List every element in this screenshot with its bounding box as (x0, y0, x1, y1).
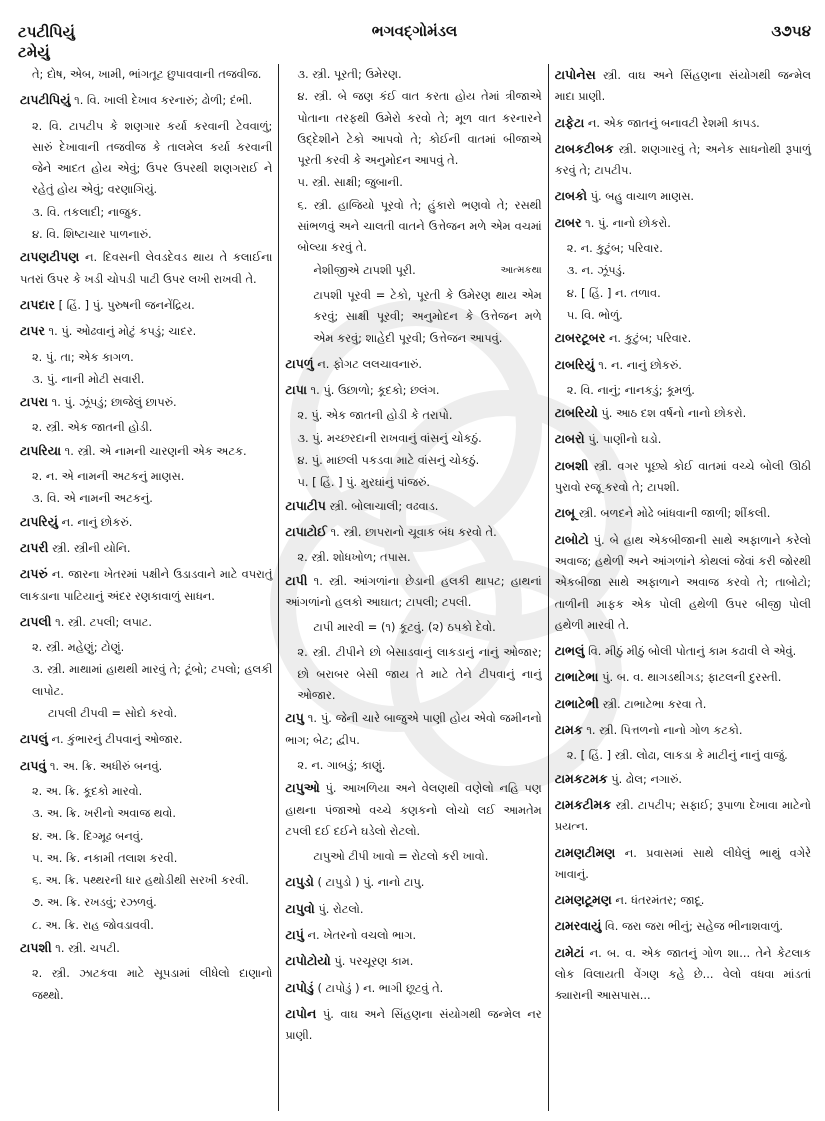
definition: પું. પરચૂરણ કામ. (334, 954, 414, 969)
guide-word-first: ટપટીપિયું (18, 23, 75, 41)
headword: ટાબરટૂબર (554, 330, 606, 346)
dictionary-entry (285, 871, 541, 893)
page-number: ૩૭૫૪ (771, 22, 811, 40)
dictionary-entry (555, 842, 811, 886)
dictionary-entry (555, 112, 811, 134)
dictionary-entry (555, 455, 811, 499)
dictionary-entry (285, 1003, 541, 1047)
book-title: ભગવદ્ગોમંડલ (371, 22, 458, 40)
definition: સ્ત્રી. સ્ત્રીની યોનિ. (52, 540, 131, 555)
definition: ૧. સ્ત્રી. ચપટી. (55, 940, 120, 955)
dictionary-entry (285, 924, 541, 946)
dictionary-entry (555, 402, 811, 424)
sub-sense: ૨. અ. ક્રિ. કૂદકો મારવો. (32, 783, 143, 798)
sub-sense: ૨. પું. એક જાતની હોડી કે તરાપો. (297, 408, 453, 423)
headword: ટાપોનેસ (554, 67, 596, 82)
dictionary-entry (285, 707, 541, 751)
definition: ૧. પું. જેની ચારે બાજુએ પાણી હોય એવો જમીનનો ભાગ; બેટ; દ્વીપ. (285, 711, 542, 747)
sub-sense: ૨. ન. કુટુંબ; પરિવાર. (566, 241, 663, 256)
sub-sense: ૩. ન. ઝૂંપડું. (566, 263, 626, 278)
sub-sense: ૨. વિ. નાનું; નાનકડું; કૂમળું. (566, 382, 695, 397)
sub-sense: ૫. [ હિં. ] પું. મુરઘાંનું પાંજરું. (297, 475, 430, 490)
headword: ટાપલી (20, 613, 52, 629)
headword: ટાબરો (554, 431, 585, 447)
sub-sense: ૭. અ. ક્રિ. રખડવું; રઝળવું. (32, 895, 157, 910)
definition: પું. પાણીનો ઘડો. (588, 432, 662, 447)
definition: વિ. જરા જરા ભીનું; સહેજ ભીનાશવાળું. (605, 919, 783, 934)
sub-sense: ૩. વિ. તકલાદી; નાજુક. (32, 204, 142, 219)
dictionary-entry (555, 942, 811, 1007)
headword: ટાબરિયો (554, 405, 598, 421)
dictionary-entry (20, 728, 272, 750)
definition: પું. વાઘ અને સિંહણના સંયોગથી જન્મેલ નર પ્રાણી. (285, 1006, 542, 1043)
dictionary-entry (285, 950, 541, 972)
definition: ન. કુટુંબ; પરિવાર. (608, 331, 692, 346)
headword: ટાપવું (20, 757, 47, 773)
sub-sense: ૨. વિ. ટાપટીપ કે શણગાર કર્યા કરવાની ટેવવાળું; સારું દેખાવાની તજવીજ કે તાલમેલ કર્યા કરવાની જેને આદત હોય એવું; ઉપર ઉપરથી શણગરાઈ ને રહેતું હોય એવું; વરણાગિયું. (32, 118, 273, 197)
dictionary-entry (555, 529, 811, 636)
sub-sense: ૨. [ હિં. ] સ્ત્રી. લોઢા, લાકડા કે માટીનું નાનું વાજું. (566, 748, 788, 763)
dictionary-entry (555, 719, 811, 741)
dictionary-entry (285, 379, 541, 401)
headword: ટામરવાયું (554, 918, 602, 934)
definition: સ્ત્રી. ટાપટીપ; સફાઈ; રૂપાળા દેખાવા માટેનો પ્રયત્ન. (554, 797, 811, 834)
dictionary-entry (555, 768, 811, 790)
headword: ટાપણટીપણ (20, 249, 80, 265)
dictionary-entry (555, 185, 811, 207)
dictionary-entry (20, 89, 272, 111)
usage-example: ટાપશી પૂરવી = ટેકો, પૂરતી કે ઉમેરણ થાય એમ કરવું; સાક્ષી પૂરવી; અનુમોદન કે ઉત્તેજન મળે એમ કરવું; શાહેદી પૂરવી; ઉત્તેજન આપવું. (313, 287, 542, 345)
definition: ૧. સ્ત્રી. આંગળાંના છેડાની હલકી થાપટ; હાથનાં આંગળાંનો હલકો આઘાત; ટાપલી; ટપલી. (285, 573, 542, 609)
headword: ટાફેટા (554, 114, 585, 130)
dictionary-entry (555, 64, 811, 108)
sub-sense: ૪. સ્ત્રી. બે જણ કંઈ વાત કરતા હોય તેમાં ત્રીજાએ પોતાના તરફથી ઉમેરો કરવો તે; મૂળ વાત કરનારને ઉદ્દેશીને ટેકો આપવો તે; કોઈની વાતમાં બીજાએ પૂરતી કરવી કે અનુમોદન આપવું તે. (297, 89, 542, 168)
dictionary-entry (555, 138, 811, 182)
headword: ટાપાટોઈ (285, 523, 327, 539)
dictionary-entry (285, 777, 541, 842)
usage-example: ટાપલી ટીપવી = સોદો કરવો. (48, 706, 178, 721)
definition: ન. બ. વ. એક જાતનું ગોળ શા... તેને કેટલાક લોક વિલાયતી વેંગણ કહે છે... વેલો વધવા માંડતાં ક્યારાની આસપાસ... (554, 945, 811, 1003)
definition: પું. બહુ વાચાળ માણસ. (590, 189, 695, 204)
dictionary-entry (285, 495, 541, 517)
sub-sense: ૨. ન. ગાબડું; કાણું. (297, 757, 386, 772)
sub-sense: ૫. વિ. ભોળું. (566, 307, 623, 322)
sub-sense: ૨. ન. એ નામની અટકનું માણસ. (32, 469, 185, 484)
definition: સ્ત્રી. બોલાચાલી; વઢવાડ. (329, 498, 439, 513)
headword: ટાપલું (20, 731, 48, 747)
headword: ટાપોટોયો (285, 953, 331, 969)
definition: ન. પ્રવાસમાં સાથે લીધેલું ભાથું વગેરે ખાવાનું. (554, 845, 811, 881)
definition: ૧. સ્ત્રી. ટપલી; લપાટ. (55, 614, 153, 629)
headword: ટાબરિયું (554, 356, 595, 372)
dictionary-entry (555, 640, 811, 662)
headword: ટાપુઓ (285, 780, 320, 796)
headword: ટાબકટીબક (554, 140, 614, 156)
headword: ટામણટૂમણ (554, 892, 612, 908)
dictionary-entry (285, 898, 541, 920)
sub-sense: ૨. સ્ત્રી. ટીપીને છો બેસાડવાનું લાકડાનું નાનું ઓજાર; છો બરાબર બેસી જાય તે માટે તેને ટીપવાનું નાનું ઓજાર. (297, 645, 542, 703)
headword: ટાબકો (554, 188, 588, 204)
dictionary-entry (20, 391, 272, 413)
dictionary-entry (20, 611, 272, 633)
guide-word-last: ટમેયું (18, 43, 50, 61)
headword: ટાપરિયું (20, 513, 58, 529)
dictionary-entry (20, 937, 272, 959)
headword: ટાપુ (285, 710, 304, 726)
definition: ૧. પું. ઝૂંપડું; છાજેલું છાપરું. (51, 395, 177, 410)
definition: ન. દિવસની લેવડદેવડ થાય તે કલાઈના પતરાં ઉપર કે ખડી ચોપડી પાટી ઉપર લખી રાખવી તે. (20, 250, 273, 286)
column-2 (278, 64, 548, 1111)
headword: ટાપરી (20, 539, 49, 555)
dictionary-entry (555, 428, 811, 450)
dictionary-entry (20, 511, 272, 533)
definition: સ્ત્રી. બળદને મોઢે બાંધવાની જાળી; શીંકલી. (578, 506, 771, 521)
dictionary-entry (20, 755, 272, 777)
headword: ટાબશી (554, 457, 589, 473)
headword: ટાપાટીપ (285, 497, 326, 513)
sub-sense: ૫. સ્ત્રી. સાક્ષી; જુબાની. (297, 175, 403, 190)
page-header (18, 22, 811, 62)
definition: પું. રોટલો. (318, 901, 364, 916)
sub-sense: ૨. સ્ત્રી. એક જાતની હોડી. (32, 420, 153, 435)
sub-sense: ૪. વિ. શિષ્ટાચાર પાળનારું. (32, 227, 152, 242)
sub-sense: ૨. સ્ત્રી. શોધખોળ; તપાસ. (297, 550, 411, 565)
headword: ટામક (554, 722, 583, 738)
definition: સ્ત્રી. વાઘ અને સિંહણના સંયોગથી જન્મેલ માદા પ્રાણી. (554, 68, 811, 104)
definition: ન. ખેતરનો વચલો ભાગ. (307, 927, 417, 942)
headword: ટાપળું (285, 355, 314, 371)
dictionary-entry (20, 320, 272, 342)
headword: ટાપા (285, 382, 307, 398)
dictionary-entry (285, 353, 541, 375)
dictionary-entry (555, 327, 811, 349)
definition: વિ. મીઠું મીઠું બોલી પોતાનું કામ કઢાવી લે એવું. (588, 644, 797, 659)
definition: ન. ધંતરમંતર; જાદૂ. (615, 893, 705, 908)
dictionary-columns (14, 64, 817, 1111)
headword: ટાભાટેભી (554, 695, 599, 711)
definition: ન. કુંભારનું ટીપવાનું ઓજાર. (51, 732, 183, 747)
dictionary-entry (20, 440, 272, 462)
headword: ટાપરા (20, 394, 48, 410)
headword: ટાપું (285, 926, 304, 942)
dictionary-entry (555, 502, 811, 524)
headword: ટામણટીમણ (554, 844, 616, 860)
citation (285, 260, 541, 281)
definition: ( ટાપોડું ) ન. ભાગી છૂટવું તે. (317, 980, 444, 995)
definition: પું. બે હાથ એકબીજાની સાથે અફાળાને કરેલો અવાજ; હથેળી અને આંગળાંને કોથલાં જેવાં કરી જોરથી એકબીજા સાથે અફાળાને અવાજ કરવો તે; તાબોટો; તાળીની માફક એક પોલી હથેળી ઉપર બીજી પોલી હથેળી મારવી તે. (554, 532, 811, 632)
dictionary-entry (285, 977, 541, 999)
definition: ૧. પું. નાનો છોકરો. (585, 215, 671, 230)
definition: ૧. અ. ક્રિ. અધીરું બનવું. (49, 758, 163, 773)
sub-sense: ૬. અ. ક્રિ. પથ્થરની ધાર હથોડીથી સરખી કરવી. (32, 873, 249, 888)
headword: ટાપશી (20, 939, 52, 955)
definition: ૧. ન. નાનું છોકરું. (598, 357, 682, 372)
citation-source: આત્મકથા (500, 264, 542, 276)
sub-sense: ૩. સ્ત્રી. પૂરતી; ઉમેરણ. (297, 67, 402, 81)
definition: ૧. સ્ત્રી. છાપરાનો ચૂવાક બંધ કરવો તે. (330, 524, 497, 539)
sub-sense: ૩. વિ. એ નામની અટકનું. (32, 491, 153, 506)
sub-sense: ૮. અ. ક્રિ. રાહ જોવડાવવી. (32, 917, 154, 932)
headword: ટાભાટેભા (554, 669, 599, 685)
headword: ટાબૂ (554, 505, 576, 521)
headword: ટાબોટો (554, 531, 589, 547)
definition: સ્ત્રી. ટાભાટેભા કરવા તે. (602, 696, 707, 711)
definition: [ હિં. ] પું. પુરુષની જનનેંદ્રિય. (58, 297, 195, 312)
dictionary-entry (555, 915, 811, 937)
column-3 (549, 64, 817, 1111)
sub-sense: ૨. સ્ત્રી. મહેણું; ટોણું. (32, 640, 125, 655)
dictionary-entry (20, 537, 272, 559)
definition: ન. જારના ખેતરમાં પક્ષીને ઉડાડવાને માટે વપરાતું લાકડાના પાટિયાનું અંદર રણકાવાળું સાધન. (20, 567, 273, 603)
definition: ન. એક જાતનું બનાવટી રેશમી કાપડ. (587, 115, 760, 130)
definition: ૧. સ્ત્રી. એ નામની ચારણની એક અટક. (64, 443, 247, 458)
definition: ૧. વિ. ખાલી દેખાવ કરનારું; ઢોળી; દંભી. (74, 93, 253, 108)
dictionary-entry (285, 570, 541, 614)
citation-text: નેશીજીએ ટાપશી પૂરી. (313, 262, 416, 277)
definition: સ્ત્રી. શણગારવું તે; અનેક સાધનોથી રૂપાળું કરવું તે; ટાપટીપ. (554, 141, 811, 178)
definition-continuation: તે; દોષ, એબ, ખામી, ભાંગતૂટ છુપાવવાની તજવીજ. (32, 67, 262, 81)
sub-sense: ૬. સ્ત્રી. હાજિયો પૂરવો તે; હુંકારો ભણવો તે; રસથી સાંભળવું અને ચાલતી વાતને ઉત્તેજન મળે એમ વચમાં બોલ્યા કરવું તે. (297, 197, 542, 255)
sub-sense: ૨. પું. તા; એક કાગળ. (32, 349, 134, 364)
dictionary-entry (555, 889, 811, 911)
dictionary-entry (20, 563, 272, 607)
dictionary-entry (555, 212, 811, 234)
headword: ટાપટીપિયું (20, 92, 71, 108)
dictionary-entry (555, 794, 811, 838)
sub-sense: ૩. અ. ક્રિ. ખરીનો અવાજ થવો. (32, 806, 177, 821)
headword: ટાપુડો (285, 874, 314, 890)
definition: પું. આઠ દશ વર્ષનો નાનો છોકરો. (601, 406, 747, 421)
headword: ટાપદાર (20, 296, 55, 312)
headword: ટાપોન (285, 1005, 317, 1021)
definition: ૧. પું. ઉછાળો; કૂદકો; છલંગ. (310, 383, 440, 398)
definition: પું. ઢોલ; નગારું. (611, 771, 683, 786)
sub-sense: ૩. સ્ત્રી. માથામાં હાથથી મારવું તે; ટૂંબો; ટપલો; હલકી લાપોટ. (32, 662, 273, 698)
headword: ટામકટમક (554, 770, 608, 786)
dictionary-entry (20, 246, 272, 290)
headword: ટાપુવો (285, 900, 315, 916)
usage-example: ટાપુઓ ટીપી ખાવો = રોટલો કરી ખાવો. (313, 849, 489, 864)
dictionary-entry (20, 294, 272, 316)
sub-sense: ૩. પું. મચ્છરદાની રાખવાનું વાંસનું ચોકઠું. (297, 430, 482, 445)
column-1 (14, 64, 278, 1111)
headword: ટામકટીમક (554, 796, 612, 812)
definition: સ્ત્રી. વગર પૂછ્યે કોઈ વાતમાં વચ્ચે બોલી ઊઠી પુરાવો રજૂ કરવો તે; ટાપશી. (554, 458, 811, 495)
headword: ટાબર (554, 214, 582, 230)
definition: ન. ફોગટ લલચાવનારું. (317, 356, 422, 371)
headword: ટાપરિયા (20, 442, 62, 458)
sub-sense: ૪. પું. માછલી પકડવા માટે વાંસનું ચોકઠું. (297, 453, 480, 468)
definition: ૧. સ્ત્રી. પિત્તળનો નાનો ગોળ કટકો. (586, 723, 743, 738)
headword: ટાપરું (20, 566, 48, 582)
dictionary-entry (285, 521, 541, 543)
definition: ( ટાપુડો ) પું. નાનો ટાપુ. (317, 875, 425, 890)
definition: પું. બ. વ. થાગડથીગડ; ફાટલની દુરસ્તી. (602, 670, 782, 685)
definition: પું. આખળિયા અને વેલણથી વણેલો નહિ પણ હાથના પંજાઓ વચ્ચે કણકનો લોચો લઈ આમતેમ ટપલી દઈ દઈને ઘડેલો રોટલો. (285, 781, 542, 838)
dictionary-entry (555, 693, 811, 715)
headword: ટાપોડું (285, 979, 314, 995)
definition: ૧. પું. ઓઢવાનું મોટું કપડું; ચાદર. (48, 324, 197, 339)
definition: ન. નાનું છોકરું. (61, 514, 133, 529)
sub-sense: ૪. અ. ક્રિ. દિગ્મૂઢ બનવું. (32, 828, 144, 843)
headword: ટાપર (20, 323, 45, 339)
sub-sense: ૨. સ્ત્રી. ઝાટકવા માટે સૂપડામાં લીધેલો દાણાનો જથ્થો. (32, 966, 273, 1002)
dictionary-entry (555, 354, 811, 376)
usage-example: ટાપી મારવી = (૧) કૂટવું. (૨) ઠપકો દેવો. (313, 620, 496, 635)
dictionary-entry (555, 666, 811, 688)
headword: ટાભલું (554, 643, 585, 659)
headword: ટામેટાં (554, 944, 585, 960)
sub-sense: ૫. અ. ક્રિ. નકામી તલાશ કરવી. (32, 850, 178, 865)
headword: ટાપી (285, 572, 308, 588)
sub-sense: ૪. [ હિં. ] ન. તળાવ. (566, 285, 661, 300)
sub-sense: ૩. પું. નાની મોટી સવારી. (32, 371, 145, 386)
